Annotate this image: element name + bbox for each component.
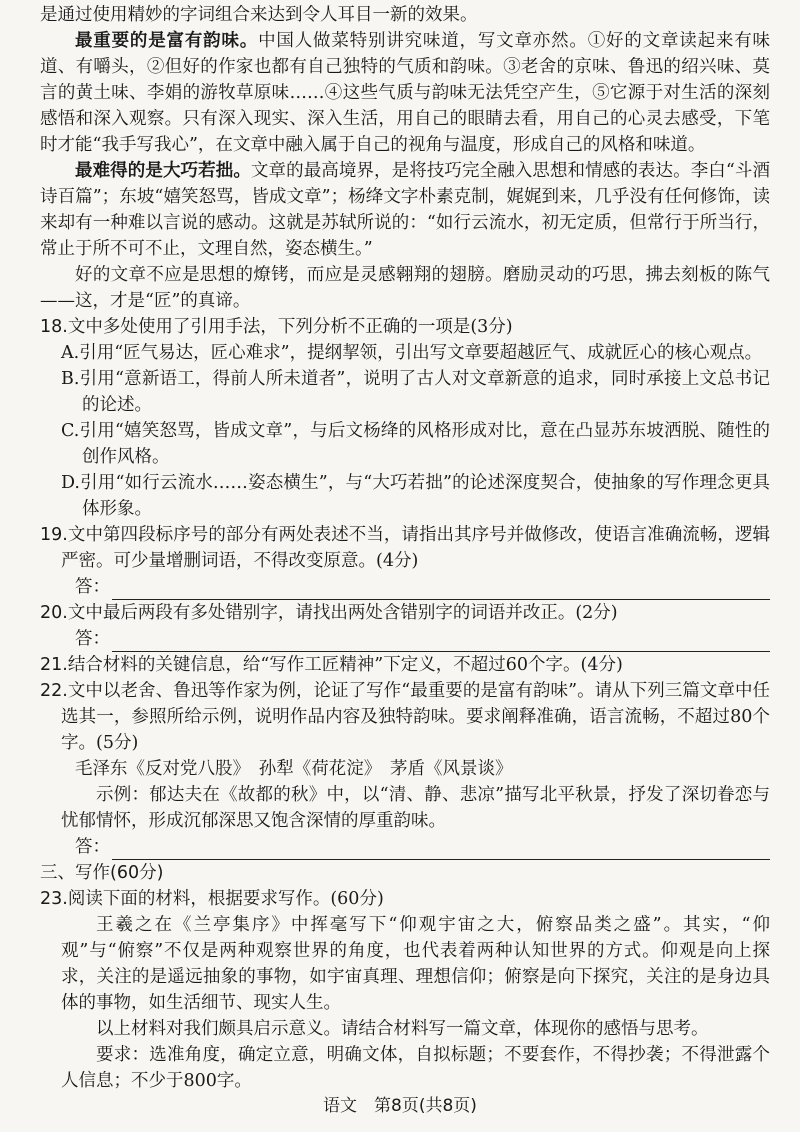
option-a: A.引用“匠气易达，匠心难求”，提纲挈领，引出写文章要超越匠气、成就匠心的核心观点。 (61, 343, 763, 363)
question-stem: 阅读下面的材料，根据要求写作。(60分) (67, 889, 384, 909)
answer-label: 答： (75, 837, 110, 857)
page-footer: 语文 第8页(共8页) (323, 1096, 477, 1116)
question-19 (40, 522, 770, 574)
question-22-works: 毛泽东《反对党八股》 孙犁《荷花淀》 茅盾《风景谈》 (75, 759, 513, 779)
paragraph-lead: 最难得的是大巧若拙。 (75, 161, 251, 181)
answer-label: 答： (75, 577, 110, 597)
question-21 (40, 652, 770, 678)
paragraph-body: 中国人做菜特别讲究味道，写文章亦然。①好的文章读起来有味道、有嚼头，②但好的作家也都有自己独特的气质和韵味。③老舍的京味、鲁迅的绍兴味、莫言的黄土味、李娟的游牧草原味……④这些气质与韵味无法凭空产生，⑤它源于对生活的深刻感悟和深入观察。只有深入现实、深入生活，用自己的眼睛去看，用自己的心灵去感受，下笔时才能“我手写我心”，在文章中融入属于自己的视角与温度，形成自己的风格和味道。 (40, 31, 770, 155)
question-22 (40, 678, 770, 756)
passage-paragraph-simplicity (40, 158, 770, 262)
question-20 (40, 600, 770, 626)
question-number: 20. (40, 603, 68, 623)
question-stem: 文中第四段标序号的部分有两处表述不当，请指出其序号并做修改，使语言准确流畅，逻辑严密。可少量增删词语，不得改变原意。(4分) (61, 525, 770, 571)
answer-blank[interactable] (112, 840, 770, 860)
writing-requirements: 要求：选准角度，确定立意，明确文体，自拟标题；不要套作，不得抄袭；不得泄露个人信息；不少于800字。 (61, 1045, 770, 1091)
answer-line-19[interactable] (40, 574, 770, 600)
paragraph-body: 文章的最高境界，是将技巧完全融入思想和情感的表达。李白“斗酒诗百篇”；东坡“嬉笑怒骂，皆成文章”；杨绛文字朴素克制，娓娓到来，几乎没有任何修饰，读来却有一种难以言说的感动。这就是苏轼所说的：“如行云流水，初无定质，但常行于所当行，常止于所不可不止，文理自然，姿态横生。” (40, 161, 771, 259)
answer-label: 答： (75, 629, 110, 649)
passage-paragraph-conclusion: 好的文章不应是思想的燎铐，而应是灵感翱翔的翅膀。磨励灵动的巧思，拂去刻板的陈气——这，才是“匠”的真谛。 (40, 265, 770, 311)
question-stem: 结合材料的关键信息，给“写作工匠精神”下定义，不超过60个字。(4分) (67, 655, 623, 675)
passage-paragraph-flavor (40, 28, 770, 158)
paragraph-lead: 最重要的是富有韵味。 (75, 31, 259, 51)
writing-material: 王羲之在《兰亭集序》中挥毫写下“仰观宇宙之大，俯察品类之盛”。其实，“仰观”与“俯察”不仅是两种观察世界的角度，也代表着两种认知世界的方式。仰观是向上探求，关注的是遥远抽象的事物，如宇宙真理、理想信仰；俯察是向下探究，关注的是身边具体的事物，如生活细节、现实人生。 (61, 915, 770, 1013)
question-number: 22. (40, 681, 68, 701)
question-stem: 文中以老舍、鲁迅等作家为例，论证了写作“最重要的是富有韵味”。请从下列三篇文章中任选其一，参照所给示例，说明作品内容及独特韵味。要求阐释准确，语言流畅，不超过80个字。(5分) (61, 681, 770, 753)
answer-blank[interactable] (112, 580, 770, 600)
question-number: 23. (40, 889, 68, 909)
answer-line-22[interactable] (40, 834, 770, 860)
question-22-example: 示例：郁达夫在《故都的秋》中，以“清、静、悲凉”描写北平秋景，抒发了深切眷恋与忧郁情怀，形成沉郁深思又饱含深情的厚重韵味。 (61, 785, 770, 831)
question-stem: 文中最后两段有多处错别字，请找出两处含错别字的词语并改正。(2分) (67, 603, 618, 623)
passage-paragraph-tail: 是通过使用精妙的字词组合来达到令人耳目一新的效果。 (40, 5, 478, 25)
question-18 (40, 314, 770, 340)
question-number: 19. (40, 525, 68, 545)
question-number: 18. (40, 317, 68, 337)
option-b: B.引用“意新语工，得前人所未道者”，说明了古人对文章新意的追求，同时承接上文总书记的论述。 (61, 369, 770, 415)
section-title-writing: 三、写作(60分) (40, 863, 164, 883)
answer-line-20[interactable] (40, 626, 770, 652)
option-c: C.引用“嬉笑怒骂，皆成文章”，与后文杨绛的风格形成对比，意在凸显苏东坡洒脱、随性的创作风格。 (61, 421, 770, 467)
option-d: D.引用“如行云流水……姿态横生”，与“大巧若拙”的论述深度契合，使抽象的写作理念更具体形象。 (61, 473, 770, 519)
answer-blank[interactable] (112, 632, 770, 652)
question-23 (40, 886, 770, 912)
writing-prompt: 以上材料对我们颇具启示意义。请结合材料写一篇文章，体现你的感悟与思考。 (96, 1019, 709, 1039)
question-number: 21. (40, 655, 68, 675)
question-stem: 文中多处使用了引用手法，下列分析不正确的一项是(3分) (67, 317, 513, 337)
